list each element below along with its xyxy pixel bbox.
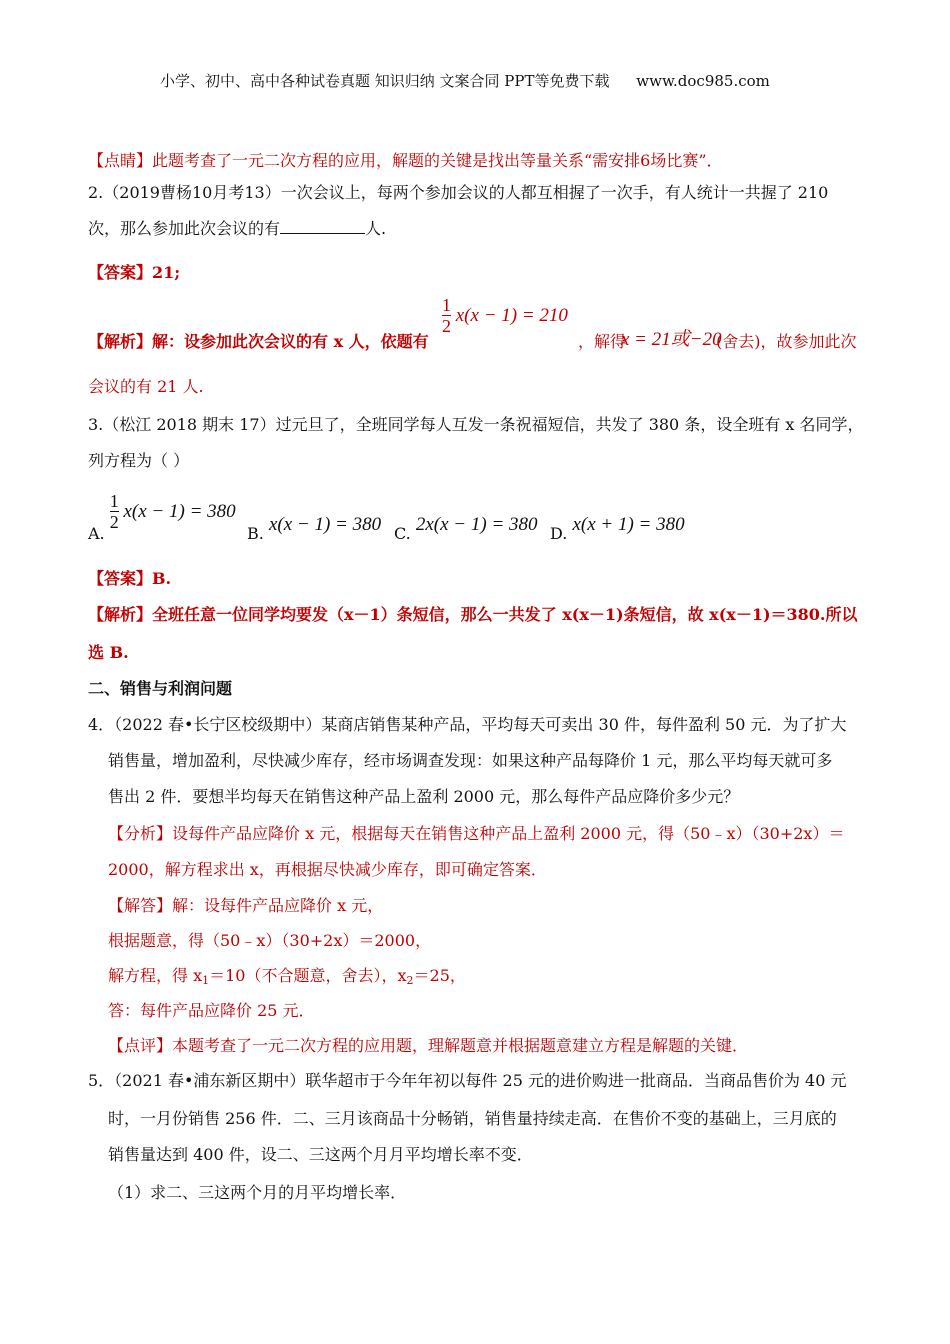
option-d-label: D. bbox=[550, 524, 568, 543]
option-d-expr: x(x + 1) = 380 bbox=[572, 514, 685, 535]
q4-solution-line2: 根据题意，得（50﹣x）（30+2x）＝2000， bbox=[108, 931, 432, 950]
q5-line3: 销售量达到 400 件，设二、三这两个月月平均增长率不变． bbox=[108, 1145, 533, 1164]
option-a-formula bbox=[110, 492, 236, 532]
option-c-label: C. bbox=[394, 524, 411, 543]
q5-line2: 时，一月份销售 256 件．二、三月该商品十分畅销，销售量持续走高．在售价不变的基础上，三月底的 bbox=[108, 1109, 837, 1128]
q2-analysis-label bbox=[88, 329, 429, 352]
q2-fraction bbox=[442, 296, 451, 336]
q2-analysis-line2: 会议的有 21 人. bbox=[88, 377, 204, 396]
option-a-expr: x(x − 1) = 380 bbox=[123, 500, 236, 522]
q2-answer: 【答案】21; bbox=[88, 263, 181, 282]
q2-analysis-mid: ，解得 bbox=[578, 332, 627, 351]
q3-line1: 3.（松江 2018 期末 17）过元旦了，全班同学每人互发一条祝福短信，共发了 380 条，设全班有 x 名同学， bbox=[88, 415, 864, 434]
subscript: 1 bbox=[202, 974, 210, 987]
q4-analysis-line2: 2000，解方程求出 x，再根据尽快减少库存，即可确定答案． bbox=[108, 860, 547, 879]
option-b-expr: x(x − 1) = 380 bbox=[268, 514, 382, 535]
q4-solution3-a: 解方程，得 x bbox=[108, 966, 203, 985]
option-b-label: B. bbox=[247, 524, 264, 543]
q2-equation-expr: x(x − 1) = 210 bbox=[455, 304, 568, 326]
header-text: 小学、初中、高中各种试卷真题 知识归纳 文案合同 PPT等免费下载 bbox=[160, 72, 610, 90]
option-a-fraction bbox=[110, 492, 119, 532]
q4-line3: 售出 2 件．要想半均每天在销售这种产品上盈利 2000 元，那么每件产品应降价多少元？ bbox=[108, 787, 740, 806]
q4-solution-line3 bbox=[108, 963, 466, 987]
q2-line2-text: 次，那么参加此次会议的有 bbox=[88, 219, 281, 238]
q3-analysis-line1: 【解析】全班任意一位同学均要发（x－1）条短信，那么一共发了 x(x－1)条短信，故 x(x－1)＝380.所以 bbox=[88, 605, 858, 624]
q4-solution-line1: 【解答】解：设每件产品应降价 x 元， bbox=[108, 896, 384, 915]
q2-line1: 2.（2019曹杨10月考13）一次会议上，每两个参加会议的人都互相握了一次手，有人统计一共握了 210 bbox=[88, 183, 829, 202]
q4-line2: 销售量，增加盈利，尽快减少库存，经市场调查发现：如果这种产品每降价 1 元，那么平均每天就可多 bbox=[108, 751, 833, 770]
q5-part1: （1）求二、三这两个月的月平均增长率． bbox=[108, 1183, 407, 1202]
q2-solution: x = 21或−20 bbox=[621, 329, 722, 350]
q2-equation bbox=[442, 296, 568, 336]
fraction-numerator: 1 bbox=[109, 491, 119, 511]
q4-solution3-b: ＝10（不合题意，舍去），x bbox=[209, 966, 407, 985]
q3-option-c bbox=[394, 514, 538, 543]
subscript: 2 bbox=[406, 974, 414, 987]
q3-line2: 列方程为（ ） bbox=[88, 451, 190, 470]
q5-line1: 5．（2021 春•浦东新区期中）联华超市于今年年初以每件 25 元的进价购进一批商品．当商品售价为 40 元 bbox=[88, 1071, 847, 1090]
q3-answer: 【答案】B. bbox=[88, 569, 172, 588]
q2-analysis-text: 【解析】解：设参加此次会议的有 x 人，依题有 bbox=[88, 332, 429, 351]
section-title: 二、销售与利润问题 bbox=[88, 679, 233, 698]
q3-option-d bbox=[550, 514, 685, 543]
q2-line2-end: 人. bbox=[365, 219, 387, 238]
q1-comment: 【点睛】此题考查了一元二次方程的应用，解题的关键是找出等量关系“需安排6场比赛”． bbox=[88, 151, 723, 170]
q4-solution3-c: ＝25， bbox=[413, 966, 466, 985]
page-header bbox=[160, 70, 770, 91]
header-site: www.doc985.com bbox=[636, 72, 770, 90]
q2-line2 bbox=[88, 216, 386, 239]
q4-line1: 4．（2022 春•长宁区校级期中）某商店销售某种产品，平均每天可卖出 30 件，每件盈利 50 元．为了扩大 bbox=[88, 715, 847, 734]
q3-option-a bbox=[88, 492, 236, 543]
q2-analysis-end: (舍去)，故参加此次 bbox=[716, 332, 857, 351]
option-c-expr: 2x(x − 1) = 380 bbox=[415, 514, 538, 535]
q4-comment: 【点评】本题考查了一元二次方程的应用题，理解题意并根据题意建立方程是解题的关键． bbox=[108, 1036, 749, 1055]
q4-analysis-line1: 【分析】设每件产品应降价 x 元，根据每天在销售这种产品上盈利 2000 元，得（50﹣x）（30+2x）＝ bbox=[108, 824, 845, 843]
fraction-denominator: 2 bbox=[109, 511, 119, 532]
q4-solution-line4: 答：每件产品应降价 25 元． bbox=[108, 1001, 315, 1020]
q3-analysis-line2: 选 B. bbox=[88, 643, 129, 662]
q3-option-b bbox=[247, 514, 381, 543]
fraction-numerator: 1 bbox=[442, 295, 451, 315]
fraction-denominator: 2 bbox=[442, 315, 451, 336]
option-a-label: A. bbox=[88, 524, 105, 543]
answer-blank bbox=[280, 216, 365, 234]
